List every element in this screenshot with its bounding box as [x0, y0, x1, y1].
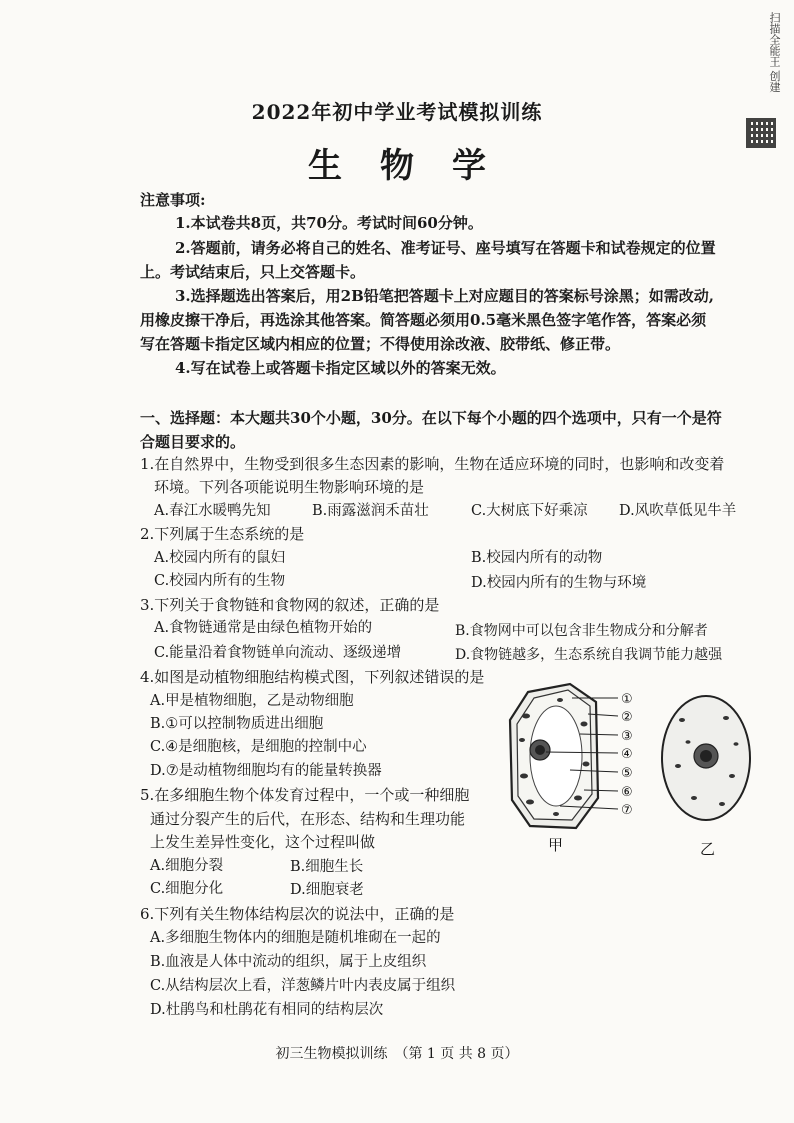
q2-option-d: D.校园内所有的生物与环境 — [471, 575, 647, 591]
notice-heading: 注意事项: — [140, 191, 206, 209]
q5-stem: 5.在多细胞生物个体发育过程中，一个或一种细胞 — [140, 786, 470, 804]
q2-stem: 2.下列属于生态系统的是 — [140, 525, 305, 543]
q3-option-a: A.食物链通常是由绿色植物开始的 — [154, 620, 373, 636]
q6-option-d: D.杜鹃鸟和杜鹃花有相同的结构层次 — [150, 1002, 384, 1018]
animal-cell-caption: 乙 — [700, 840, 716, 858]
q5-option-c: C.细胞分化 — [150, 881, 224, 897]
notice-item: 4.写在试卷上或答题卡指定区域以外的答案无效。 — [175, 359, 506, 377]
q1-option-d: D.风吹草低见牛羊 — [619, 503, 737, 519]
notice-item: 写在答题卡指定区域内相应的位置；不得使用涂改液、胶带纸、修正带。 — [140, 335, 621, 353]
q5-stem: 通过分裂产生的后代，在形态、结构和生理功能 — [150, 810, 466, 828]
notice-item: 用橡皮擦干净后，再选涂其他答案。简答题必须用0.5毫米黑色签字笔作答，答案必须 — [140, 311, 707, 329]
exam-title: 2022年初中学业考试模拟训练 — [251, 100, 543, 124]
figure-label: ③ — [621, 729, 633, 744]
notice-item: 上。考试结束后，只上交答题卡。 — [140, 263, 366, 281]
q4-stem: 4.如图是动植物细胞结构模式图，下列叙述错误的是 — [140, 668, 485, 686]
figure-label: ⑥ — [621, 785, 633, 800]
section-heading-line1: 一、选择题：本大题共30个小题，30分。在以下每个小题的四个选项中，只有一个是符 — [140, 409, 722, 427]
q3-option-d: D.食物链越多，生态系统自我调节能力越强 — [455, 647, 723, 663]
q4-option-b: B.①可以控制物质进出细胞 — [150, 716, 324, 732]
q4-option-c: C.④是细胞核，是细胞的控制中心 — [150, 739, 367, 755]
q6-option-a: A.多细胞生物体内的细胞是随机堆砌在一起的 — [150, 930, 441, 946]
q3-stem: 3.下列关于食物链和食物网的叙述，正确的是 — [140, 596, 440, 614]
cell-structure-figure — [500, 680, 760, 860]
q2-option-b: B.校园内所有的动物 — [471, 550, 603, 566]
q1-stem: 1.在自然界中，生物受到很多生态因素的影响，生物在适应环境的同时，也影响和改变着 — [140, 455, 725, 473]
q1-stem: 环境。下列各项能说明生物影响环境的是 — [154, 478, 425, 496]
q5-option-b: B.细胞生长 — [290, 859, 364, 875]
q1-option-b: B.雨露滋润禾苗壮 — [312, 503, 429, 519]
q1-option-c: C.大树底下好乘凉 — [471, 503, 588, 519]
section-heading-line2: 合题目要求的。 — [140, 433, 246, 451]
q3-option-b: B.食物网中可以包含非生物成分和分解者 — [455, 623, 708, 639]
q6-option-b: B.血液是人体中流动的组织，属于上皮组织 — [150, 954, 427, 970]
notice-item: 2.答题前，请务必将自己的姓名、准考证号、座号填写在答题卡和试卷规定的位置 — [175, 239, 716, 257]
q2-option-c: C.校园内所有的生物 — [154, 573, 286, 589]
q6-stem: 6.下列有关生物体结构层次的说法中，正确的是 — [140, 905, 455, 923]
q5-stem: 上发生差异性变化，这个过程叫做 — [150, 833, 376, 851]
figure-label: ① — [621, 692, 633, 707]
page-footer: 初三生物模拟训练 （第 1 页 共 8 页） — [275, 1046, 519, 1062]
q5-option-d: D.细胞衰老 — [290, 882, 364, 898]
notice-item: 3.选择题选出答案后，用2B铅笔把答题卡上对应题目的答案标号涂黑；如需改动, — [175, 287, 715, 305]
q1-option-a: A.春江水暖鸭先知 — [154, 503, 271, 519]
q3-option-c: C.能量沿着食物链单向流动、逐级递增 — [154, 645, 402, 661]
scanner-watermark: 扫描全能王 创建 — [768, 12, 781, 93]
q6-option-c: C.从结构层次上看，洋葱鳞片叶内表皮属于组织 — [150, 978, 456, 994]
figure-label: ④ — [621, 747, 633, 762]
subject-title: 生物学 — [308, 146, 524, 186]
q2-option-a: A.校园内所有的鼠妇 — [154, 550, 286, 566]
q4-option-d: D.⑦是动植物细胞均有的能量转换器 — [150, 763, 382, 779]
notice-item: 1.本试卷共8页，共70分。考试时间60分钟。 — [175, 214, 483, 232]
figure-label: ⑦ — [621, 803, 633, 818]
animal-cell-diagram — [662, 696, 750, 820]
figure-label: ② — [621, 710, 633, 725]
plant-cell-diagram — [510, 684, 598, 828]
figure-label: ⑤ — [621, 766, 633, 781]
q5-option-a: A.细胞分裂 — [150, 858, 224, 874]
plant-cell-caption: 甲 — [548, 836, 564, 854]
q4-option-a: A.甲是植物细胞，乙是动物细胞 — [150, 693, 354, 709]
